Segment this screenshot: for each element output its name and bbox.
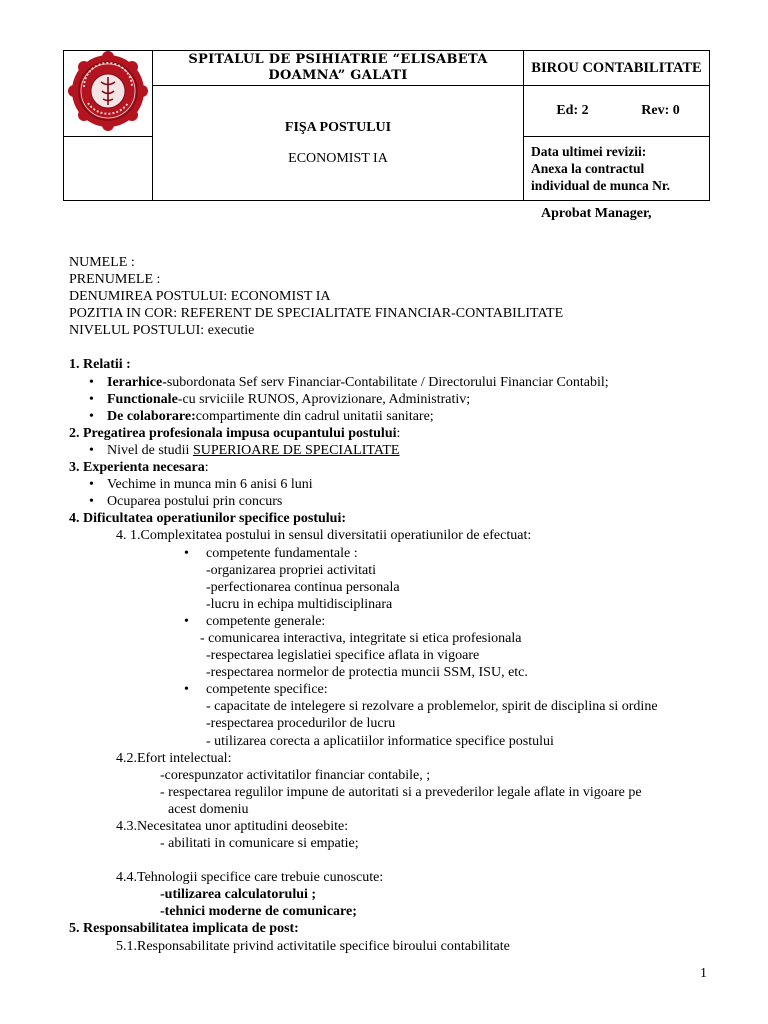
section-2-title: 2. Pregatirea profesionala impusa ocupantului postului:: [69, 425, 401, 441]
field-nivelul: NIVELUL POSTULUI: executie: [69, 323, 255, 339]
header-table: [63, 50, 710, 201]
list-item: • Vechime in munca min 6 anisi 6 luni: [69, 476, 729, 493]
subsection-5-1: 5.1.Responsabilitate privind activitatile specifice biroului contabilitate: [116, 938, 510, 954]
list-item: • Functionale-cu srviciile RUNOS, Aprovizionare, Administrativ;: [69, 391, 729, 408]
approved-manager: Aprobat Manager,: [541, 206, 652, 221]
document-subtitle: ECONOMIST IA: [288, 150, 388, 166]
list-item: -corespunzator activitatilor financiar contabile, ;: [160, 767, 431, 783]
rev-line-2: Anexa la contractul: [531, 161, 645, 176]
list-item: • competente specifice:: [69, 681, 729, 698]
section-1-title: 1. Relatii :: [69, 357, 131, 373]
organization-name: SPITALUL DE PSIHIATRIE “ELISABETA DOAMNA” GALATI: [153, 51, 524, 86]
list-item: -respectarea procedurilor de lucru: [206, 716, 396, 732]
department-name: BIROU CONTABILITATE: [524, 51, 710, 86]
section-3-title: 3. Experienta necesara:: [69, 460, 209, 476]
section-5-title: 5. Responsabilitatea implicata de post:: [69, 921, 299, 937]
field-numele: NUMELE :: [69, 255, 135, 270]
list-item: -respectarea legislatiei specifice aflata in vigoare: [206, 648, 480, 664]
list-item: -tehnici moderne de comunicare;: [160, 904, 357, 920]
field-pozitia: POZITIA IN COR: REFERENT DE SPECIALITATE FINANCIAR-CONTABILITATE: [69, 306, 564, 322]
subsection-4-2: 4.2.Efort intelectual:: [116, 750, 232, 766]
revision-number: Rev: 0: [641, 103, 680, 118]
hospital-seal-icon: [68, 51, 148, 131]
list-item: • Ierarhice-subordonata Sef serv Financiar-Contabilitate / Directorului Financiar Contabil;: [69, 374, 729, 391]
field-prenumele: PRENUMELE :: [69, 272, 161, 288]
list-item: • Nivel de studii SUPERIOARE DE SPECIALITATE: [69, 442, 729, 459]
section-4-title: 4. Dificultatea operatiunilor specifice postului:: [69, 511, 346, 527]
page-number: 1: [700, 966, 707, 981]
edition-number: Ed: 2: [556, 103, 589, 118]
list-item: - abilitati in comunicare si empatie;: [160, 836, 359, 852]
edition-revision-cell: [524, 86, 710, 137]
list-item: -lucru in echipa multidisciplinara: [206, 596, 393, 612]
list-item: -respectarea normelor de protectia muncii SSM, ISU, etc.: [206, 665, 528, 681]
field-denumirea: DENUMIREA POSTULUI: ECONOMIST IA: [69, 289, 331, 305]
revision-info-cell: [524, 137, 710, 201]
logo-cell: [64, 51, 153, 137]
list-item: • De colaborare:compartimente din cadrul unitatii sanitare;: [69, 408, 729, 425]
subsection-4-3: 4.3.Necesitatea unor aptitudini deosebite:: [116, 819, 349, 834]
document-title: FIŞA POSTULUI: [284, 119, 392, 135]
list-item: • competente fundamentale :: [69, 545, 729, 562]
logo-cell-bottom: [64, 137, 153, 201]
list-item: • Ocuparea postului prin concurs: [69, 493, 729, 510]
document-title-cell: [153, 86, 524, 201]
rev-line-3: individual de munca Nr.: [531, 178, 671, 193]
subsection-4-1: 4. 1.Complexitatea postului in sensul diversitatii operatiunilor de efectuat:: [116, 528, 532, 544]
list-item: - comunicarea interactiva, integritate si etica profesionala: [200, 630, 522, 646]
list-item: - utilizarea corecta a aplicatiilor informatice specifice postului: [206, 733, 554, 749]
list-item: - capacitate de intelegere si rezolvare a problemelor, spirit de disciplina si ordine: [206, 699, 658, 715]
list-item: acest domeniu: [168, 801, 249, 817]
rev-line-1: Data ultimei revizii:: [531, 144, 647, 159]
list-item: - respectarea regulilor impune de autoritati si a prevederilor legale aflate in vigoare pe: [160, 784, 642, 800]
subsection-4-4: 4.4.Tehnologii specifice care trebuie cunoscute:: [116, 870, 384, 886]
list-item: -perfectionarea continua personala: [206, 579, 400, 595]
list-item: • competente generale:: [69, 613, 729, 630]
document-body: [69, 254, 729, 955]
list-item: -organizarea propriei activitati: [206, 562, 376, 578]
list-item: -utilizarea calculatorului ;: [160, 887, 317, 903]
